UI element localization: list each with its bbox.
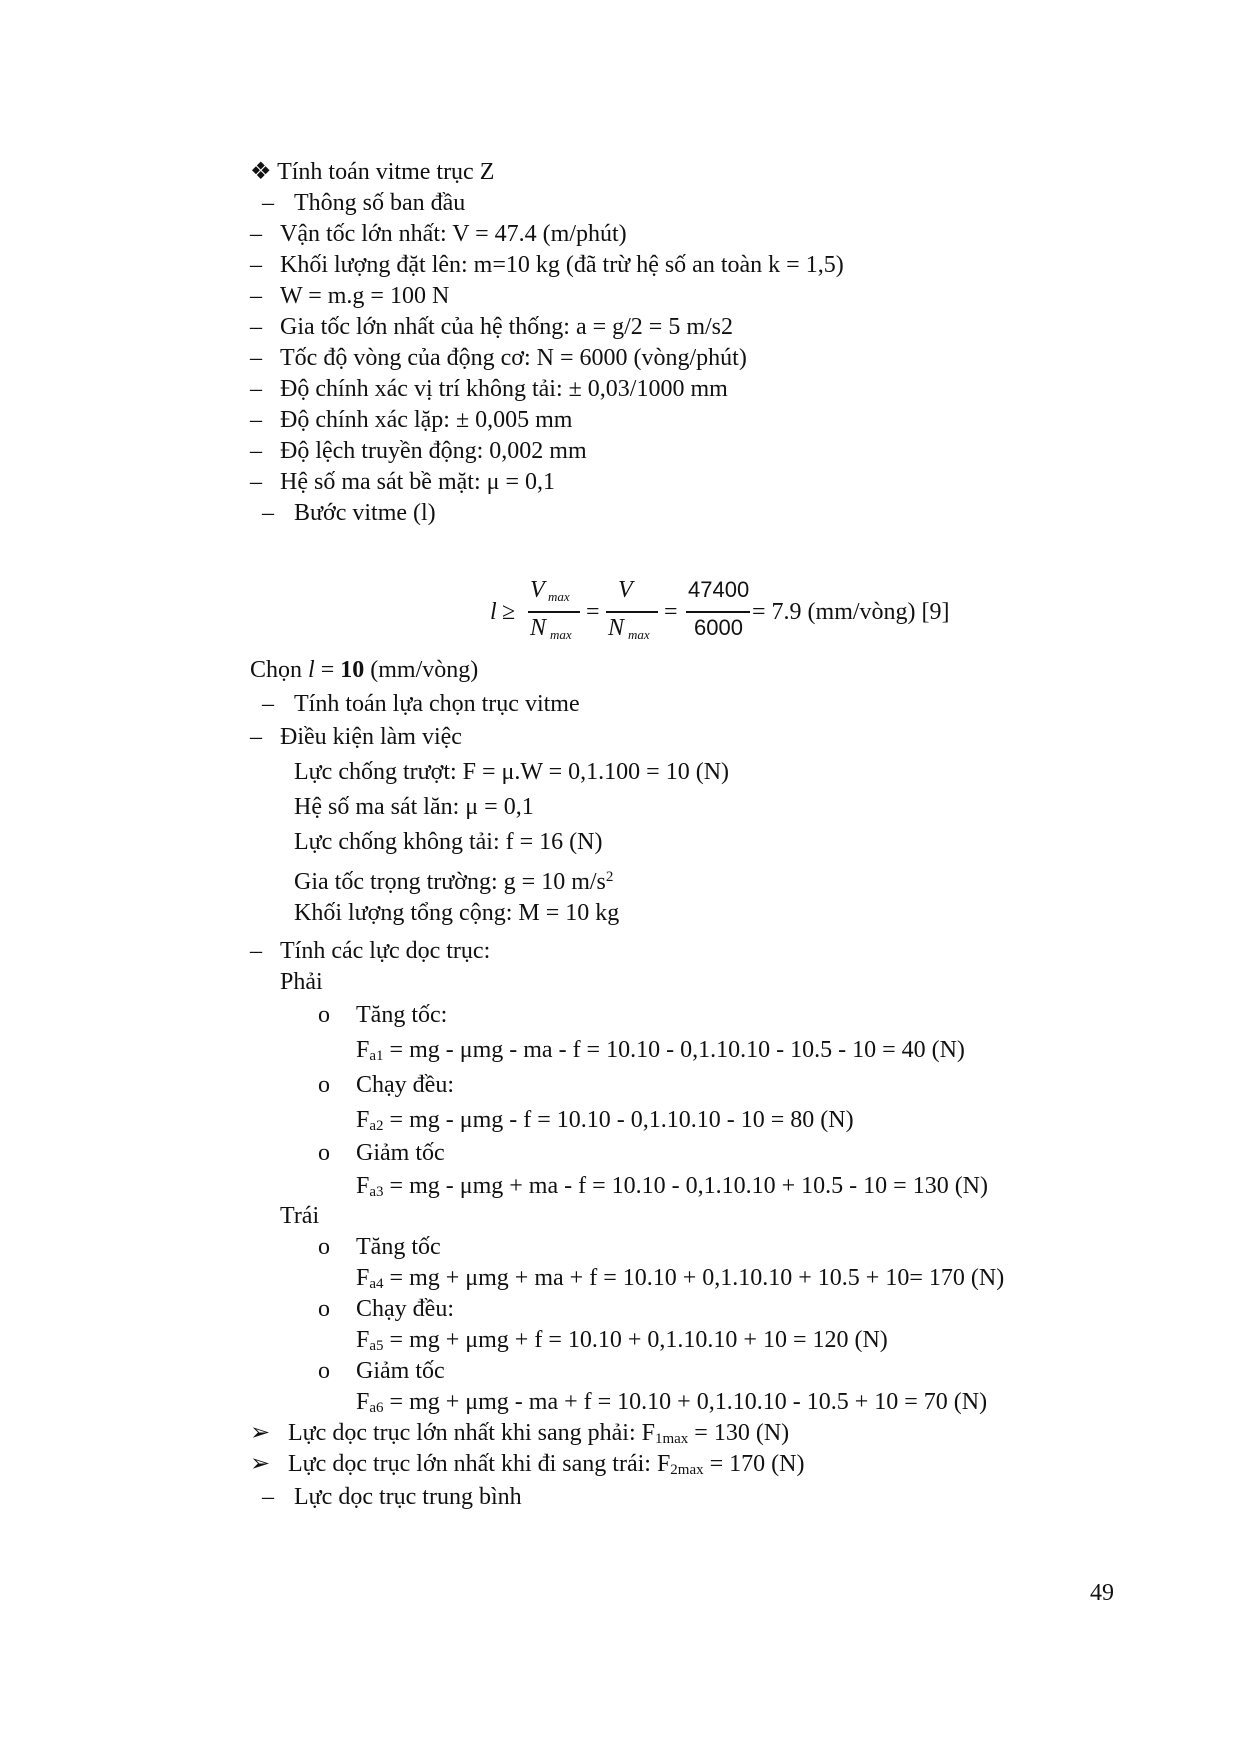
chon-label: Chọn — [250, 657, 309, 683]
case-item — [318, 1294, 454, 1324]
case-label: Tăng tốc — [356, 1234, 441, 1260]
dash-bullet-icon: – — [262, 500, 274, 526]
list-item — [262, 689, 580, 719]
condition-text: Gia tốc trọng trường: g = 10 m/s — [294, 869, 606, 895]
list-item-text: Tính các lực dọc trục: — [280, 938, 491, 964]
case-item — [318, 1000, 447, 1030]
list-item — [250, 250, 844, 280]
list-item-text: Bước vitme (l) — [294, 500, 436, 526]
result-text: Lực dọc trục lớn nhất khi sang phải: F — [288, 1420, 655, 1446]
result-text: Lực dọc trục lớn nhất khi đi sang trái: F — [288, 1451, 671, 1477]
list-item-text: Điều kiện làm việc — [280, 724, 462, 750]
formula-num-v2: V — [618, 577, 633, 603]
force-subscript: a1 — [369, 1048, 384, 1064]
dash-bullet-icon: – — [250, 314, 262, 340]
dash-bullet-icon: – — [262, 1484, 274, 1510]
result-subscript: 1max — [654, 1431, 689, 1447]
condition-line: Khối lượng tổng cộng: M = 10 kg — [294, 900, 620, 926]
dash-bullet-icon: – — [250, 938, 262, 964]
list-item — [250, 436, 587, 466]
case-item — [318, 1138, 445, 1168]
dash-bullet-icon: – — [250, 469, 262, 495]
result-value: = 130 (N) — [688, 1420, 790, 1446]
arrowhead-bullet-icon: ➢ — [250, 1451, 271, 1477]
formula-num-47400: 47400 — [688, 577, 750, 602]
dash-bullet-icon: – — [250, 724, 262, 750]
circle-bullet-icon: o — [318, 1140, 330, 1166]
dash-bullet-icon: – — [250, 283, 262, 309]
condition-line — [294, 862, 613, 897]
fraction-bar — [606, 611, 658, 613]
force-subscript: a4 — [369, 1276, 384, 1292]
formula-eq2: = — [664, 599, 678, 625]
list-item-text: Khối lượng đặt lên: m=10 kg (đã trừ hệ số an toàn k = 1,5) — [280, 252, 844, 278]
condition-line: Lực chống không tải: f = 16 (N) — [294, 829, 603, 855]
list-item — [250, 343, 747, 373]
fraction-bar — [686, 611, 750, 613]
force-symbol: F — [356, 1037, 370, 1063]
formula-den-max: max — [550, 627, 572, 642]
formula-lhs: l — [490, 599, 497, 625]
dash-bullet-icon: – — [250, 407, 262, 433]
list-item-text: Hệ số ma sát bề mặt: μ = 0,1 — [280, 469, 556, 495]
list-item — [262, 1482, 522, 1512]
superscript: 2 — [605, 869, 614, 885]
force-equation — [356, 1171, 988, 1207]
force-subscript: a6 — [369, 1400, 384, 1416]
dash-bullet-icon: – — [262, 691, 274, 717]
list-item — [262, 188, 465, 218]
list-item-text: Lực dọc trục trung bình — [294, 1484, 522, 1510]
list-item-text: Độ lệch truyền động: 0,002 mm — [280, 438, 587, 464]
formula-num-v: V — [530, 577, 545, 603]
list-item — [250, 219, 627, 249]
case-label: Chạy đều: — [356, 1296, 454, 1322]
arrowhead-bullet-icon: ➢ — [250, 1420, 271, 1446]
list-item-text: Độ chính xác lặp: ± 0,005 mm — [280, 407, 573, 433]
case-label: Tăng tốc: — [356, 1002, 448, 1028]
condition-line: Lực chống trượt: F = μ.W = 0,1.100 = 10 (N) — [294, 759, 730, 785]
formula-eq: = — [586, 599, 600, 625]
heading-phai: Phải — [280, 969, 323, 995]
force-equation — [356, 1035, 965, 1071]
case-item — [318, 1232, 441, 1262]
result-value: = 170 (N) — [703, 1451, 805, 1477]
force-text: = mg + μmg + f = 10.10 + 0,1.10.10 + 10 = 120 (N) — [383, 1327, 888, 1353]
force-symbol: F — [356, 1265, 370, 1291]
list-item-text: Gia tốc lớn nhất của hệ thống: a = g/2 = 5 m/s2 — [280, 314, 734, 340]
force-subscript: a3 — [369, 1184, 384, 1200]
list-item — [250, 936, 490, 966]
list-item — [250, 467, 555, 497]
formula-result: = 7.9 (mm/vòng) [9] — [752, 599, 950, 625]
dash-bullet-icon: – — [250, 438, 262, 464]
list-item — [250, 405, 572, 435]
case-label: Giảm tốc — [356, 1358, 445, 1384]
circle-bullet-icon: o — [318, 1358, 330, 1384]
dash-bullet-icon: – — [250, 376, 262, 402]
case-label: Chạy đều: — [356, 1072, 454, 1098]
formula-den-6000: 6000 — [694, 615, 743, 640]
circle-bullet-icon: o — [318, 1002, 330, 1028]
list-item-text: Tính toán lựa chọn trục vitme — [294, 691, 580, 717]
diamond-bullet-icon: ❖ — [250, 159, 272, 185]
section-title-text: Tính toán vitme trục Z — [277, 159, 495, 185]
chon-line — [250, 655, 478, 685]
force-text: = mg - μmg + ma - f = 10.10 - 0,1.10.10 + 10.5 - 10 = 130 (N) — [383, 1173, 989, 1199]
list-item-text: Thông số ban đầu — [294, 190, 466, 216]
section-title — [250, 157, 494, 187]
force-symbol: F — [356, 1107, 370, 1133]
case-item — [318, 1070, 454, 1100]
result-subscript: 2max — [670, 1462, 704, 1478]
force-symbol: F — [356, 1173, 370, 1199]
dash-bullet-icon: – — [250, 345, 262, 371]
formula-num-max: max — [548, 589, 570, 604]
force-subscript: a5 — [369, 1338, 384, 1354]
formula-den-max2: max — [628, 627, 650, 642]
chon-eq: = — [314, 657, 341, 683]
formula-den-n2: N — [608, 615, 625, 641]
force-subscript: a2 — [369, 1118, 384, 1134]
circle-bullet-icon: o — [318, 1072, 330, 1098]
page-number: 49 — [1090, 1580, 1114, 1606]
force-text: = mg - μmg - f = 10.10 - 0,1.10.10 - 10 = 80 (N) — [383, 1107, 854, 1133]
formula-den-n: N — [530, 615, 547, 641]
list-item — [250, 312, 733, 342]
force-symbol: F — [356, 1327, 370, 1353]
force-text: = mg + μmg + ma + f = 10.10 + 0,1.10.10 + 10.5 + 10= 170 (N) — [383, 1265, 1005, 1291]
list-item — [250, 281, 449, 311]
condition-line: Hệ số ma sát lăn: μ = 0,1 — [294, 794, 534, 820]
circle-bullet-icon: o — [318, 1296, 330, 1322]
force-symbol: F — [356, 1389, 370, 1415]
heading-trai: Trái — [280, 1203, 320, 1229]
list-item-text: Tốc độ vòng của động cơ: N = 6000 (vòng/phút) — [280, 345, 747, 371]
force-text: = mg - μmg - ma - f = 10.10 - 0,1.10.10 - 10.5 - 10 = 40 (N) — [383, 1037, 965, 1063]
pitch-formula — [490, 575, 990, 655]
case-item — [318, 1356, 445, 1386]
chon-val: 10 — [340, 657, 365, 683]
list-item — [262, 498, 436, 528]
dash-bullet-icon: – — [262, 190, 274, 216]
result-item — [250, 1449, 804, 1485]
list-item-text: Vận tốc lớn nhất: V = 47.4 (m/phút) — [280, 221, 627, 247]
list-item — [250, 722, 462, 752]
fraction-bar — [528, 611, 580, 613]
chon-unit: (mm/vòng) — [364, 657, 479, 683]
chon-var: l — [308, 657, 315, 683]
dash-bullet-icon: – — [250, 221, 262, 247]
force-equation — [356, 1105, 854, 1141]
formula-geq: ≥ — [502, 599, 516, 625]
case-label: Giảm tốc — [356, 1140, 445, 1166]
list-item-text: Độ chính xác vị trí không tải: ± 0,03/1000 mm — [280, 376, 728, 402]
list-item-text: W = m.g = 100 N — [280, 283, 450, 309]
circle-bullet-icon: o — [318, 1234, 330, 1260]
force-text: = mg + μmg - ma + f = 10.10 + 0,1.10.10 - 10.5 + 10 = 70 (N) — [383, 1389, 988, 1415]
dash-bullet-icon: – — [250, 252, 262, 278]
list-item — [250, 374, 728, 404]
